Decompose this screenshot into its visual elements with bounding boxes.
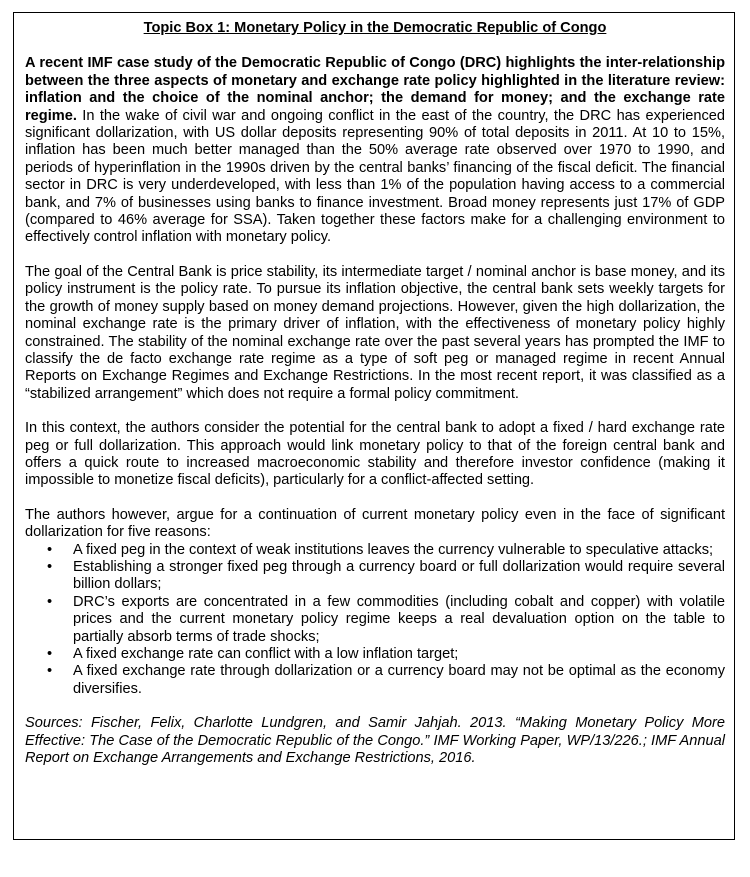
list-item bbox=[25, 542, 725, 559]
topic-box-title: Topic Box 1: Monetary Policy in the Democratic Republic of Congo bbox=[143, 20, 607, 36]
central-bank-paragraph: The goal of the Central Bank is price stability, its intermediate target / nominal anchor is base money, and its policy instrument is the policy rate. To pursue its inflation objective, the central bank sets weekly targets for the growth of money supply based on money demand projections. However, given the high dollarization, the nominal exchange rate is the primary driver of inflation, with the effectiveness of monetary policy highly constrained. The stability of the nominal exchange rate over the past several years has prompted the IMF to classify the de facto exchange rate regime as a type of soft peg or managed regime in recent Annual Reports on Exchange Regimes and Exchange Restrictions. In the most recent report, it was classified as a “stabilized arrangement” which does not require a formal policy commitment. bbox=[25, 263, 725, 402]
bullet-icon: • bbox=[47, 646, 53, 662]
bullet-icon: • bbox=[47, 558, 53, 575]
list-item-text: Establishing a stronger fixed peg through a currency board or full dollarization would require several billion dollars; bbox=[73, 558, 725, 593]
list-item bbox=[25, 559, 725, 594]
topic-box-content bbox=[25, 13, 725, 767]
reasons-list bbox=[25, 542, 725, 699]
list-item-text: A fixed peg in the context of weak institutions leaves the currency vulnerable to speculative attacks; bbox=[73, 541, 714, 558]
list-item-text: A fixed exchange rate through dollarization or a currency board may not be optimal as the economy diversifies. bbox=[73, 663, 725, 697]
list-item bbox=[25, 594, 725, 646]
topic-box bbox=[13, 12, 735, 840]
sources-note: Sources: Fischer, Felix, Charlotte Lundgren, and Samir Jahjah. 2013. “Making Monetary Policy More Effective: The Case of the Democratic Republic of the Congo.” IMF Working Paper, WP/13/226.; IMF Annual Report on Exchange Arrangements and Exchange Restrictions, 2016. bbox=[25, 715, 725, 767]
context-paragraph: In this context, the authors consider the potential for the central bank to adopt a fixed / hard exchange rate peg or full dollarization. This approach would link monetary policy to that of the foreign central bank and offers a quick route to increased macroeconomic stability and therefore investor confidence (making it impossible to monetize fiscal deficits), particularly for a conflict-affected setting. bbox=[25, 420, 725, 489]
intro-lead: A recent IMF case study of the Democratic Republic of Congo (DRC) highlights the inter-relationship between the three aspects of monetary and exchange rate policy highlighted in the literature review: inflation and the choice of the nominal anchor; the demand for money; and the exchange rate regime. bbox=[25, 55, 725, 124]
list-item-text: A fixed exchange rate can conflict with a low inflation target; bbox=[73, 646, 459, 662]
bullet-icon: • bbox=[47, 593, 53, 610]
bullet-icon: • bbox=[47, 663, 53, 680]
intro-paragraph bbox=[25, 55, 725, 246]
list-item bbox=[25, 663, 725, 698]
argument-paragraph: The authors however, argue for a continuation of current monetary policy even in the face of significant dollarization for five reasons: bbox=[25, 506, 725, 541]
bullet-icon: • bbox=[47, 541, 53, 558]
list-item-text: DRC’s exports are concentrated in a few commodities (including cobalt and copper) with volatile prices and the current monetary policy regime keeps a real devaluation option on the table to partially absorb terms of trade shocks; bbox=[73, 593, 725, 645]
intro-body: In the wake of civil war and ongoing conflict in the east of the country, the DRC has experienced significant dollarization, with US dollar deposits representing 90% of total deposits in 2011. At 10 to 15%, inflation has been much better managed than the 50% average rate observed over 1970 to 1990, and periods of hyperinflation in the 1990s driven by the central banks’ financing of the fiscal deficit. The financial sector in DRC is very underdeveloped, with less than 1% of the population having access to a commercial bank, and 7% of businesses using banks to finance investment. Broad money represents just 17% of GDP (compared to 46% average for SSA). Taken together these factors make for a challenging environment to effectively control inflation with monetary policy. bbox=[25, 107, 725, 246]
list-item bbox=[25, 646, 725, 663]
